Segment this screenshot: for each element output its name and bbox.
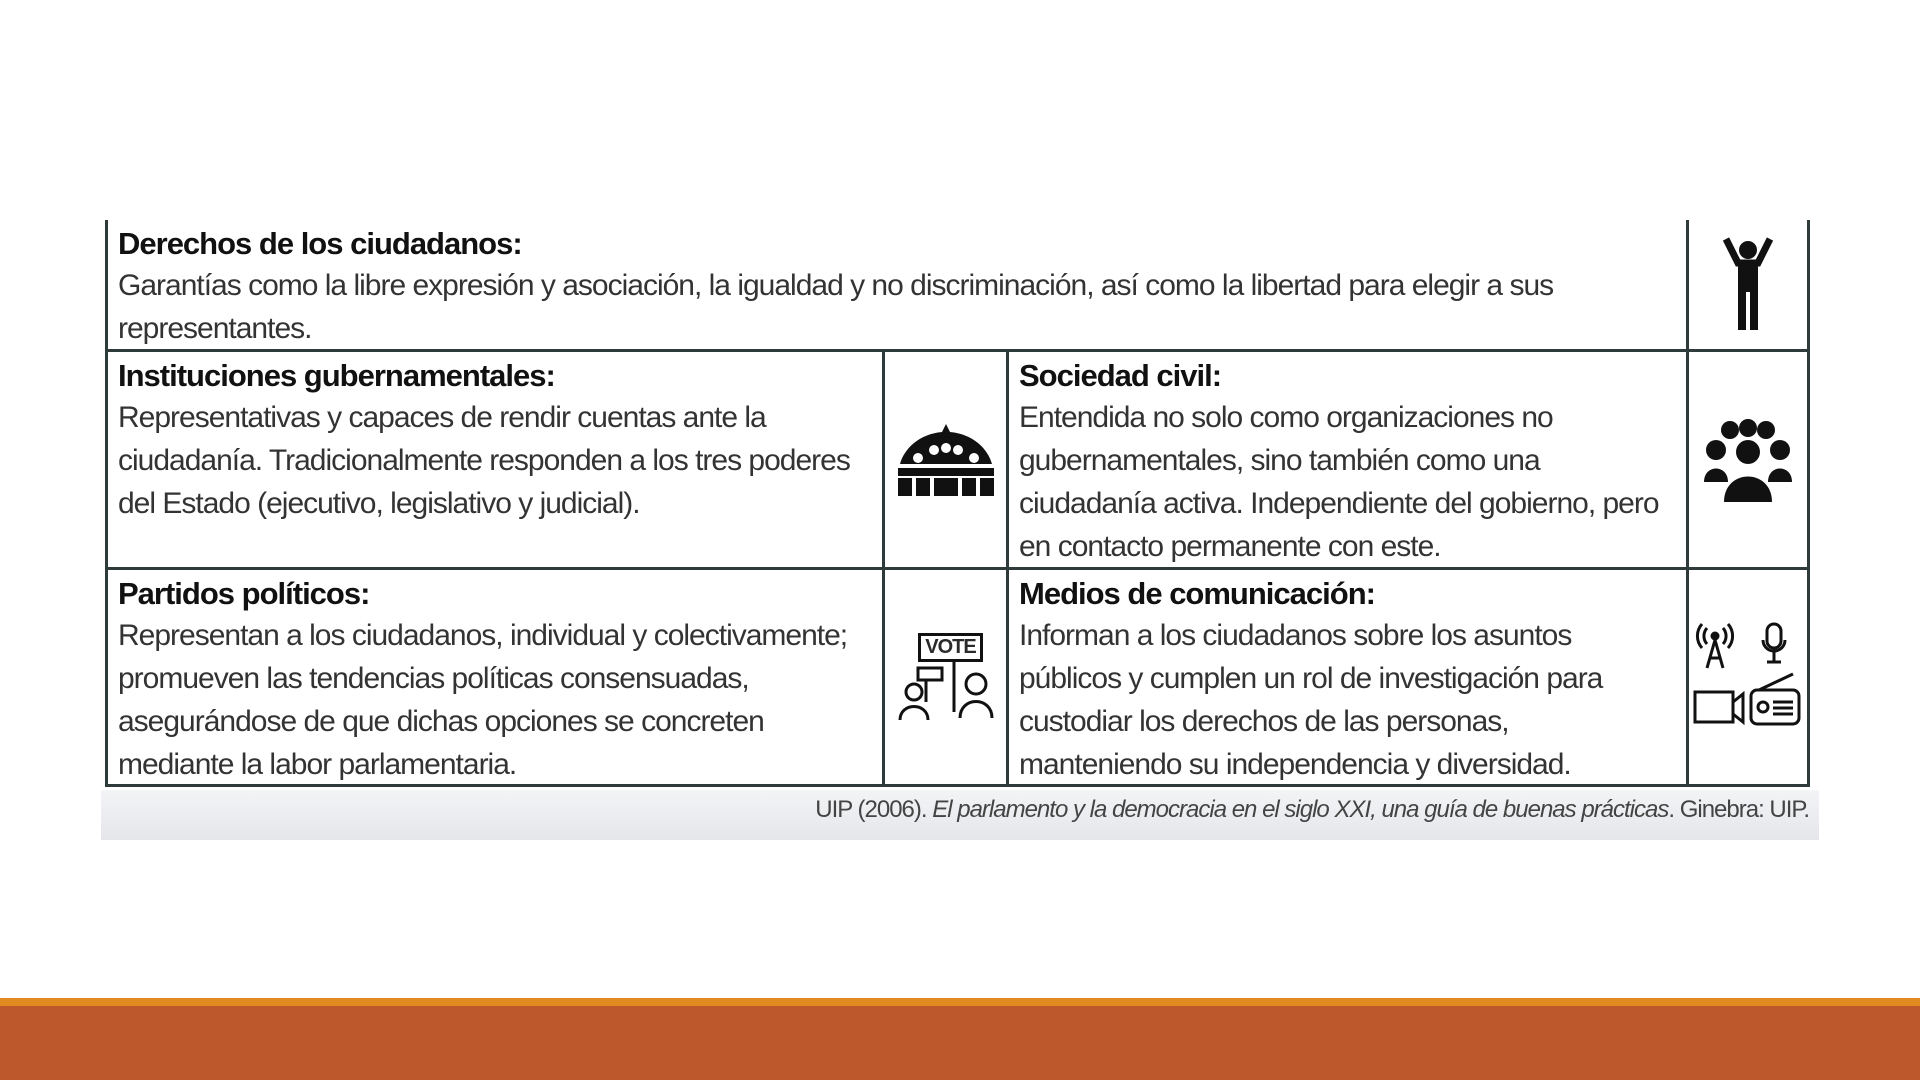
cell-text: Informan a los ciudadanos sobre los asuntos públicos y cumplen un rol de investigación para custodiar los derechos de las personas, manteniendo su independencia y diversidad. <box>1019 619 1603 781</box>
microphone-icon <box>1763 624 1785 662</box>
cell-instituciones <box>108 352 882 529</box>
cell-text: Representan a los ciudadanos, individual y colectivamente; promueven las tendencias políticas consensuadas, asegurándose de que dichas opciones se concreten mediante la labor parlamentaria. <box>118 619 848 781</box>
vote-sign-label: VOTE <box>918 633 982 662</box>
caption-suffix: . Ginebra: UIP. <box>1668 796 1809 823</box>
person-raised-arms-icon <box>1689 220 1807 349</box>
cell-title: Derechos de los ciudadanos: <box>118 226 522 261</box>
video-camera-icon <box>1695 692 1743 722</box>
caption-title: El parlamento y la democracia en el siglo XXI, una guía de buenas prácticas <box>932 796 1669 823</box>
group-icon <box>1689 352 1807 567</box>
cell-title: Medios de comunicación: <box>1019 576 1375 611</box>
footer-band <box>0 1006 1920 1080</box>
cell-text: Entendida no solo como organizaciones no gubernamentales, sino también como una ciudadanía activa. Independiente del gobierno, pero en contacto permanente con este. <box>1019 401 1659 563</box>
parliament-icon <box>885 352 1006 567</box>
border <box>1807 220 1810 787</box>
cell-title: Sociedad civil: <box>1019 358 1222 393</box>
democracy-actors-table <box>105 220 1810 787</box>
vote-icon <box>885 570 1006 784</box>
cell-title: Instituciones gubernamentales: <box>118 358 555 393</box>
cell-sociedad <box>1009 352 1686 572</box>
radio-icon <box>1751 674 1799 724</box>
footer-accent-stripe <box>0 998 1920 1006</box>
media-icon <box>1689 570 1807 784</box>
cell-text: Representativas y capaces de rendir cuentas ante la ciudadanía. Tradicionalmente responden a los tres poderes del Estado (ejecutivo, legislativo y judicial). <box>118 401 850 520</box>
cell-text: Garantías como la libre expresión y asociación, la igualdad y no discriminación, así como la libertad para elegir a sus representantes. <box>118 269 1554 345</box>
cell-title: Partidos políticos: <box>118 576 370 611</box>
caption-prefix: UIP (2006). <box>815 796 933 823</box>
source-caption <box>101 790 1819 840</box>
cell-derechos <box>108 220 1683 354</box>
antenna-icon <box>1697 624 1732 668</box>
cell-partidos <box>108 570 882 790</box>
cell-medios <box>1009 570 1686 790</box>
